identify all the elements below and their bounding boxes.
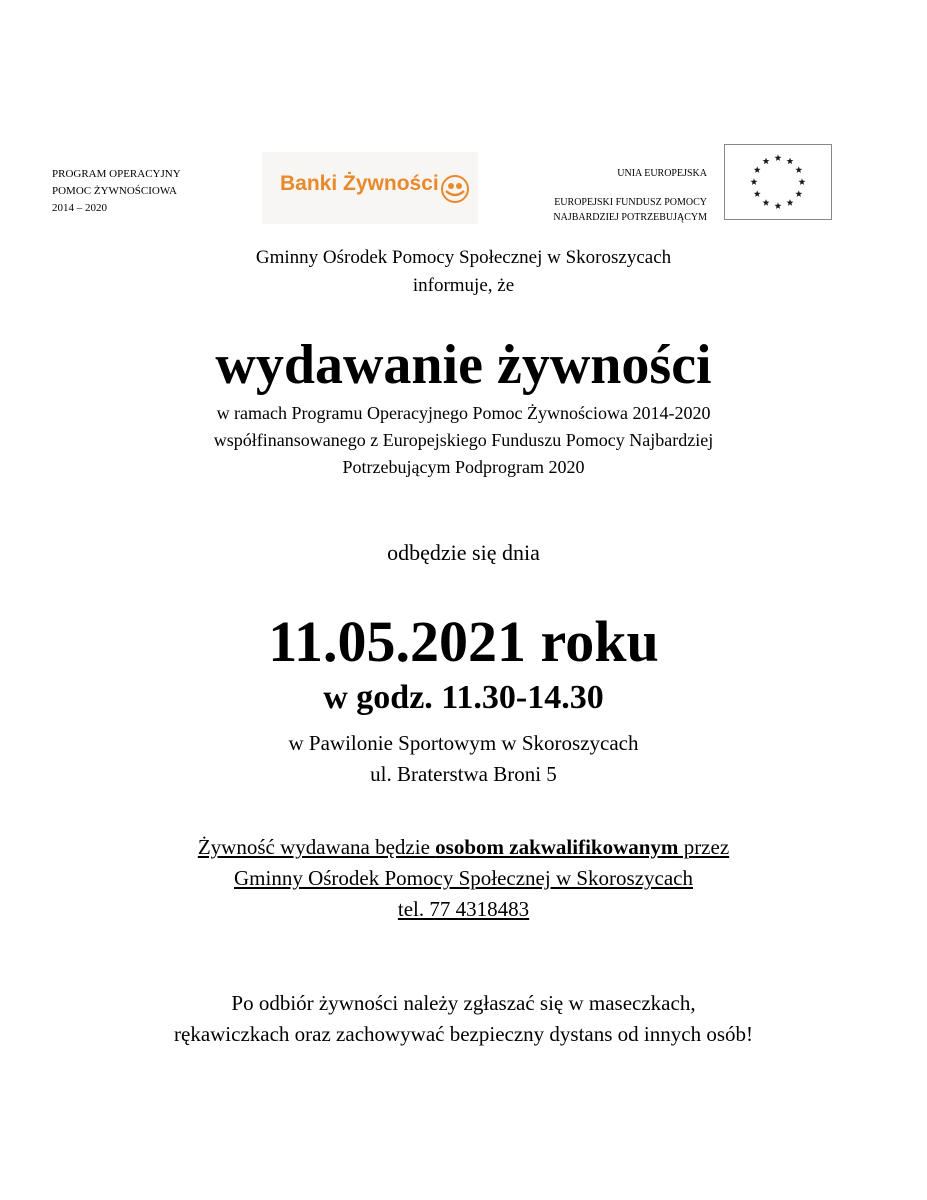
program-label bbox=[52, 166, 181, 217]
eu-star-icon bbox=[754, 190, 761, 197]
eu-star-icon bbox=[775, 154, 782, 161]
eu-stars-icon bbox=[725, 145, 831, 219]
program-line-1: PROGRAM OPERACYJNY bbox=[52, 168, 181, 180]
headline: wydawanie żywności bbox=[215, 334, 712, 396]
qualify-line-2: Gminny Ośrodek Pomocy Społecznej w Skoroszycach bbox=[234, 866, 693, 890]
will-take-place-text: odbędzie się dnia bbox=[387, 540, 540, 565]
notice-line-2: rękawiczkach oraz zachowywać bezpieczny dystans od innych osób! bbox=[174, 1022, 753, 1046]
program-line-3: 2014 – 2020 bbox=[52, 202, 107, 214]
food-bank-logo-text: Banki Żywności bbox=[280, 172, 439, 195]
eu-star-icon bbox=[795, 190, 802, 197]
food-bank-emblem-icon bbox=[440, 174, 470, 204]
eu-star-icon bbox=[787, 199, 794, 206]
eu-star-icon bbox=[795, 166, 802, 173]
informs-text: informuje, że bbox=[412, 275, 515, 296]
safety-notice bbox=[0, 988, 927, 1050]
program-description bbox=[0, 400, 927, 481]
eu-star-icon bbox=[751, 178, 758, 185]
place-line-2: ul. Braterstwa Broni 5 bbox=[370, 762, 557, 786]
eu-fund-label bbox=[553, 166, 707, 225]
phone-number: tel. 77 4318483 bbox=[397, 897, 530, 921]
program-desc-line-3: Potrzebującym Podprogram 2020 bbox=[342, 457, 585, 477]
eu-star-icon bbox=[763, 199, 770, 206]
eu-line-1: UNIA EUROPEJSKA bbox=[617, 168, 707, 179]
qualification-info bbox=[0, 832, 927, 925]
program-desc-line-1: w ramach Programu Operacyjnego Pomoc Żywnościowa 2014-2020 bbox=[216, 403, 711, 423]
notice-line-1: Po odbiór żywności należy zgłaszać się w maseczkach, bbox=[231, 991, 696, 1015]
organization-intro bbox=[0, 244, 927, 300]
event-time: w godz. 11.30-14.30 bbox=[323, 679, 604, 716]
eu-flag bbox=[724, 144, 832, 220]
qualify-bold: osobom zakwalifikowanym bbox=[435, 835, 679, 859]
qualify-suffix: przez bbox=[678, 835, 730, 859]
program-line-2: POMOC ŻYWNOŚCIOWA bbox=[52, 185, 177, 197]
eu-star-icon bbox=[775, 202, 782, 209]
qualify-prefix: Żywność wydawana będzie bbox=[197, 835, 436, 859]
food-bank-logo bbox=[262, 152, 478, 224]
eu-star-icon bbox=[754, 166, 761, 173]
eu-star-icon bbox=[799, 178, 806, 185]
program-desc-line-2: współfinansowanego z Europejskiego Funduszu Pomocy Najbardziej bbox=[213, 430, 714, 450]
place-line-1: w Pawilonie Sportowym w Skoroszycach bbox=[288, 731, 639, 755]
event-place bbox=[0, 728, 927, 790]
eu-line-3: NAJBARDZIEJ POTRZEBUJĄCYM bbox=[553, 212, 707, 223]
eu-star-icon bbox=[763, 158, 770, 165]
event-date: 11.05.2021 roku bbox=[268, 609, 659, 674]
eu-star-icon bbox=[787, 158, 794, 165]
eu-line-2: EUROPEJSKI FUNDUSZ POMOCY bbox=[554, 197, 707, 208]
organization-name: Gminny Ośrodek Pomocy Społecznej w Skoroszycach bbox=[255, 247, 672, 268]
